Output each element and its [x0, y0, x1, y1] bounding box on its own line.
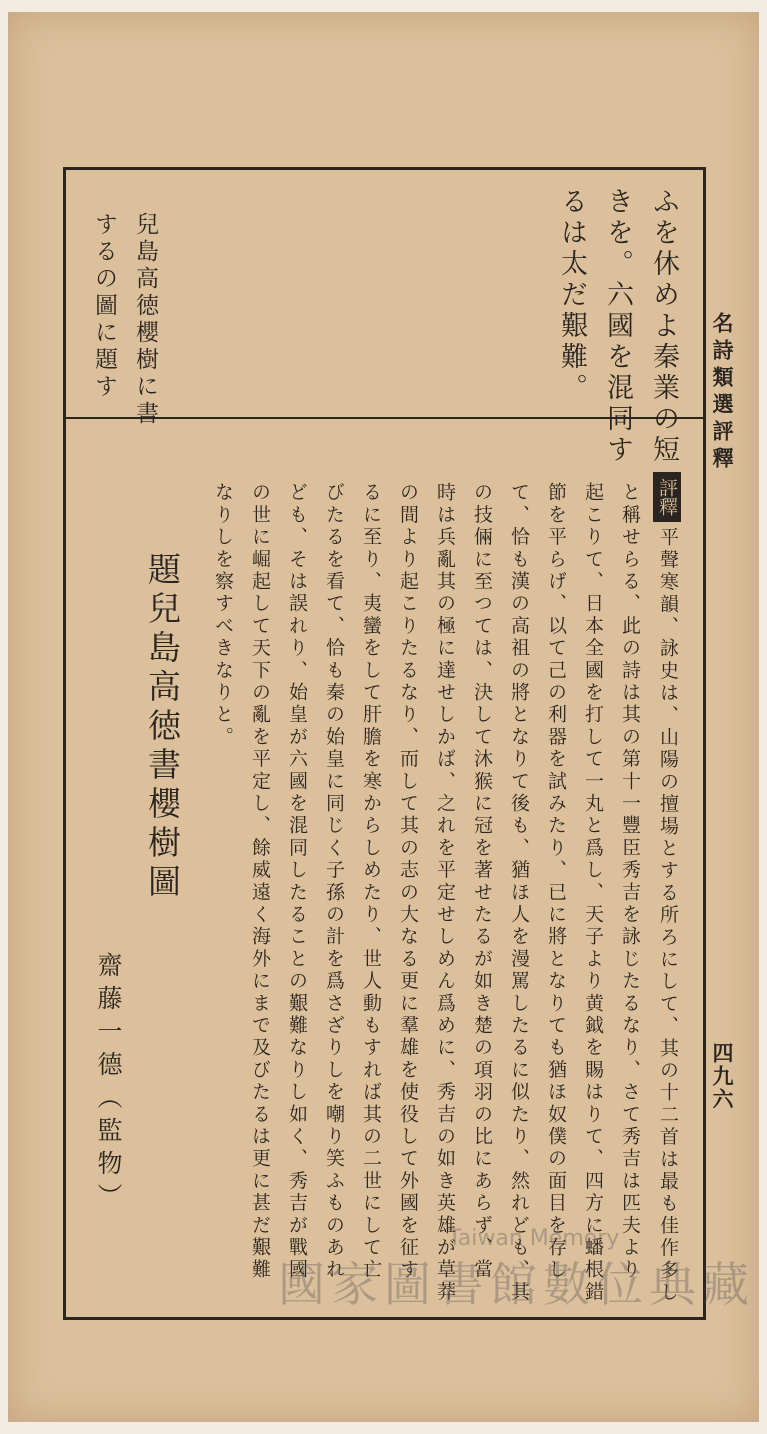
commentary-line: の技倆に至つては、決して沐猴に冠を著せたるが如き楚の項羽の比にあらず、當 — [471, 482, 493, 1282]
watermark: 國家圖書館數位典藏 — [278, 1258, 755, 1313]
previous-poem-line: きを。六國を混同す — [602, 187, 633, 466]
commentary-line: 起こりて、日本全國を打して一丸と爲し、天子より黄鉞を賜はりて、四方に蟠根錯 — [582, 482, 604, 1304]
previous-poem-line: ふを休めよ秦業の短 — [648, 187, 679, 466]
commentary-line: 節を平らげ、以て己の利器を試みたり、已に將となりても猶ほ奴僕の面目を存し — [545, 482, 567, 1282]
watermark-subtitle: Taiwan Memory — [448, 1226, 620, 1251]
previous-poem-line: るは太だ艱難。 — [556, 187, 587, 404]
commentary-line: 時は兵亂其の極に達せしかば、之れを平定せしめん爲めに、秀吉の如き英雄が草莽 — [434, 482, 456, 1304]
poem-author: 齋藤一德（監物） — [94, 952, 123, 1216]
right-rule — [703, 167, 706, 1320]
commentary-line: の間より起こりたるなり、而して其の志の大なる更に羣雄を使役して外國を征す — [397, 482, 419, 1282]
commentary-line: 平聲寒韻、詠史は、山陽の擅場とする所ろにして、其の十二首は最も佳作多し — [657, 527, 679, 1304]
commentary-line: ども、そは誤れり、始皇が六國を混同したることの艱難なりし如く、秀吉が戰國 — [286, 482, 308, 1282]
commentary-line: と稱せらる、此の詩は其の第十一豐臣秀吉を詠じたるなり、さて秀吉は匹夫より — [619, 482, 641, 1282]
left-rule — [63, 167, 66, 1320]
commentary-line: びたるを看て、恰も秦の始皇に同じく子孫の計を爲さざりしを嘲り笑ふものあれ — [323, 482, 345, 1282]
running-title: 名詩類選評釋 — [710, 312, 735, 474]
commentary-line: なりしを察すべきなりと。 — [212, 482, 234, 749]
commentary-line: るに至り、夷蠻をして肝膽を寒からしめたり、世人動もすれば其の二世にして亡 — [360, 482, 382, 1282]
book-page — [8, 12, 759, 1422]
commentary-line: の世に崛起して天下の亂を平定し、餘威遠く海外にまで及びたるは更に甚だ艱難 — [249, 482, 271, 1282]
commentary-line: て、恰も漢の高祖の將となりて後も、猶ほ人を漫罵したるに似たり、然れども、其 — [508, 482, 530, 1304]
top-rule — [63, 167, 705, 170]
poem-title: 題兒島高徳書櫻樹圖 — [143, 552, 182, 903]
poem-title-reading-line: 兒島高徳櫻樹に書 — [132, 212, 158, 428]
poem-title-reading-line: するの圖に題す — [91, 212, 117, 401]
bottom-rule — [63, 1317, 705, 1320]
page-number: 四九六 — [710, 1042, 735, 1111]
commentary-label: 評釋 — [653, 472, 681, 522]
